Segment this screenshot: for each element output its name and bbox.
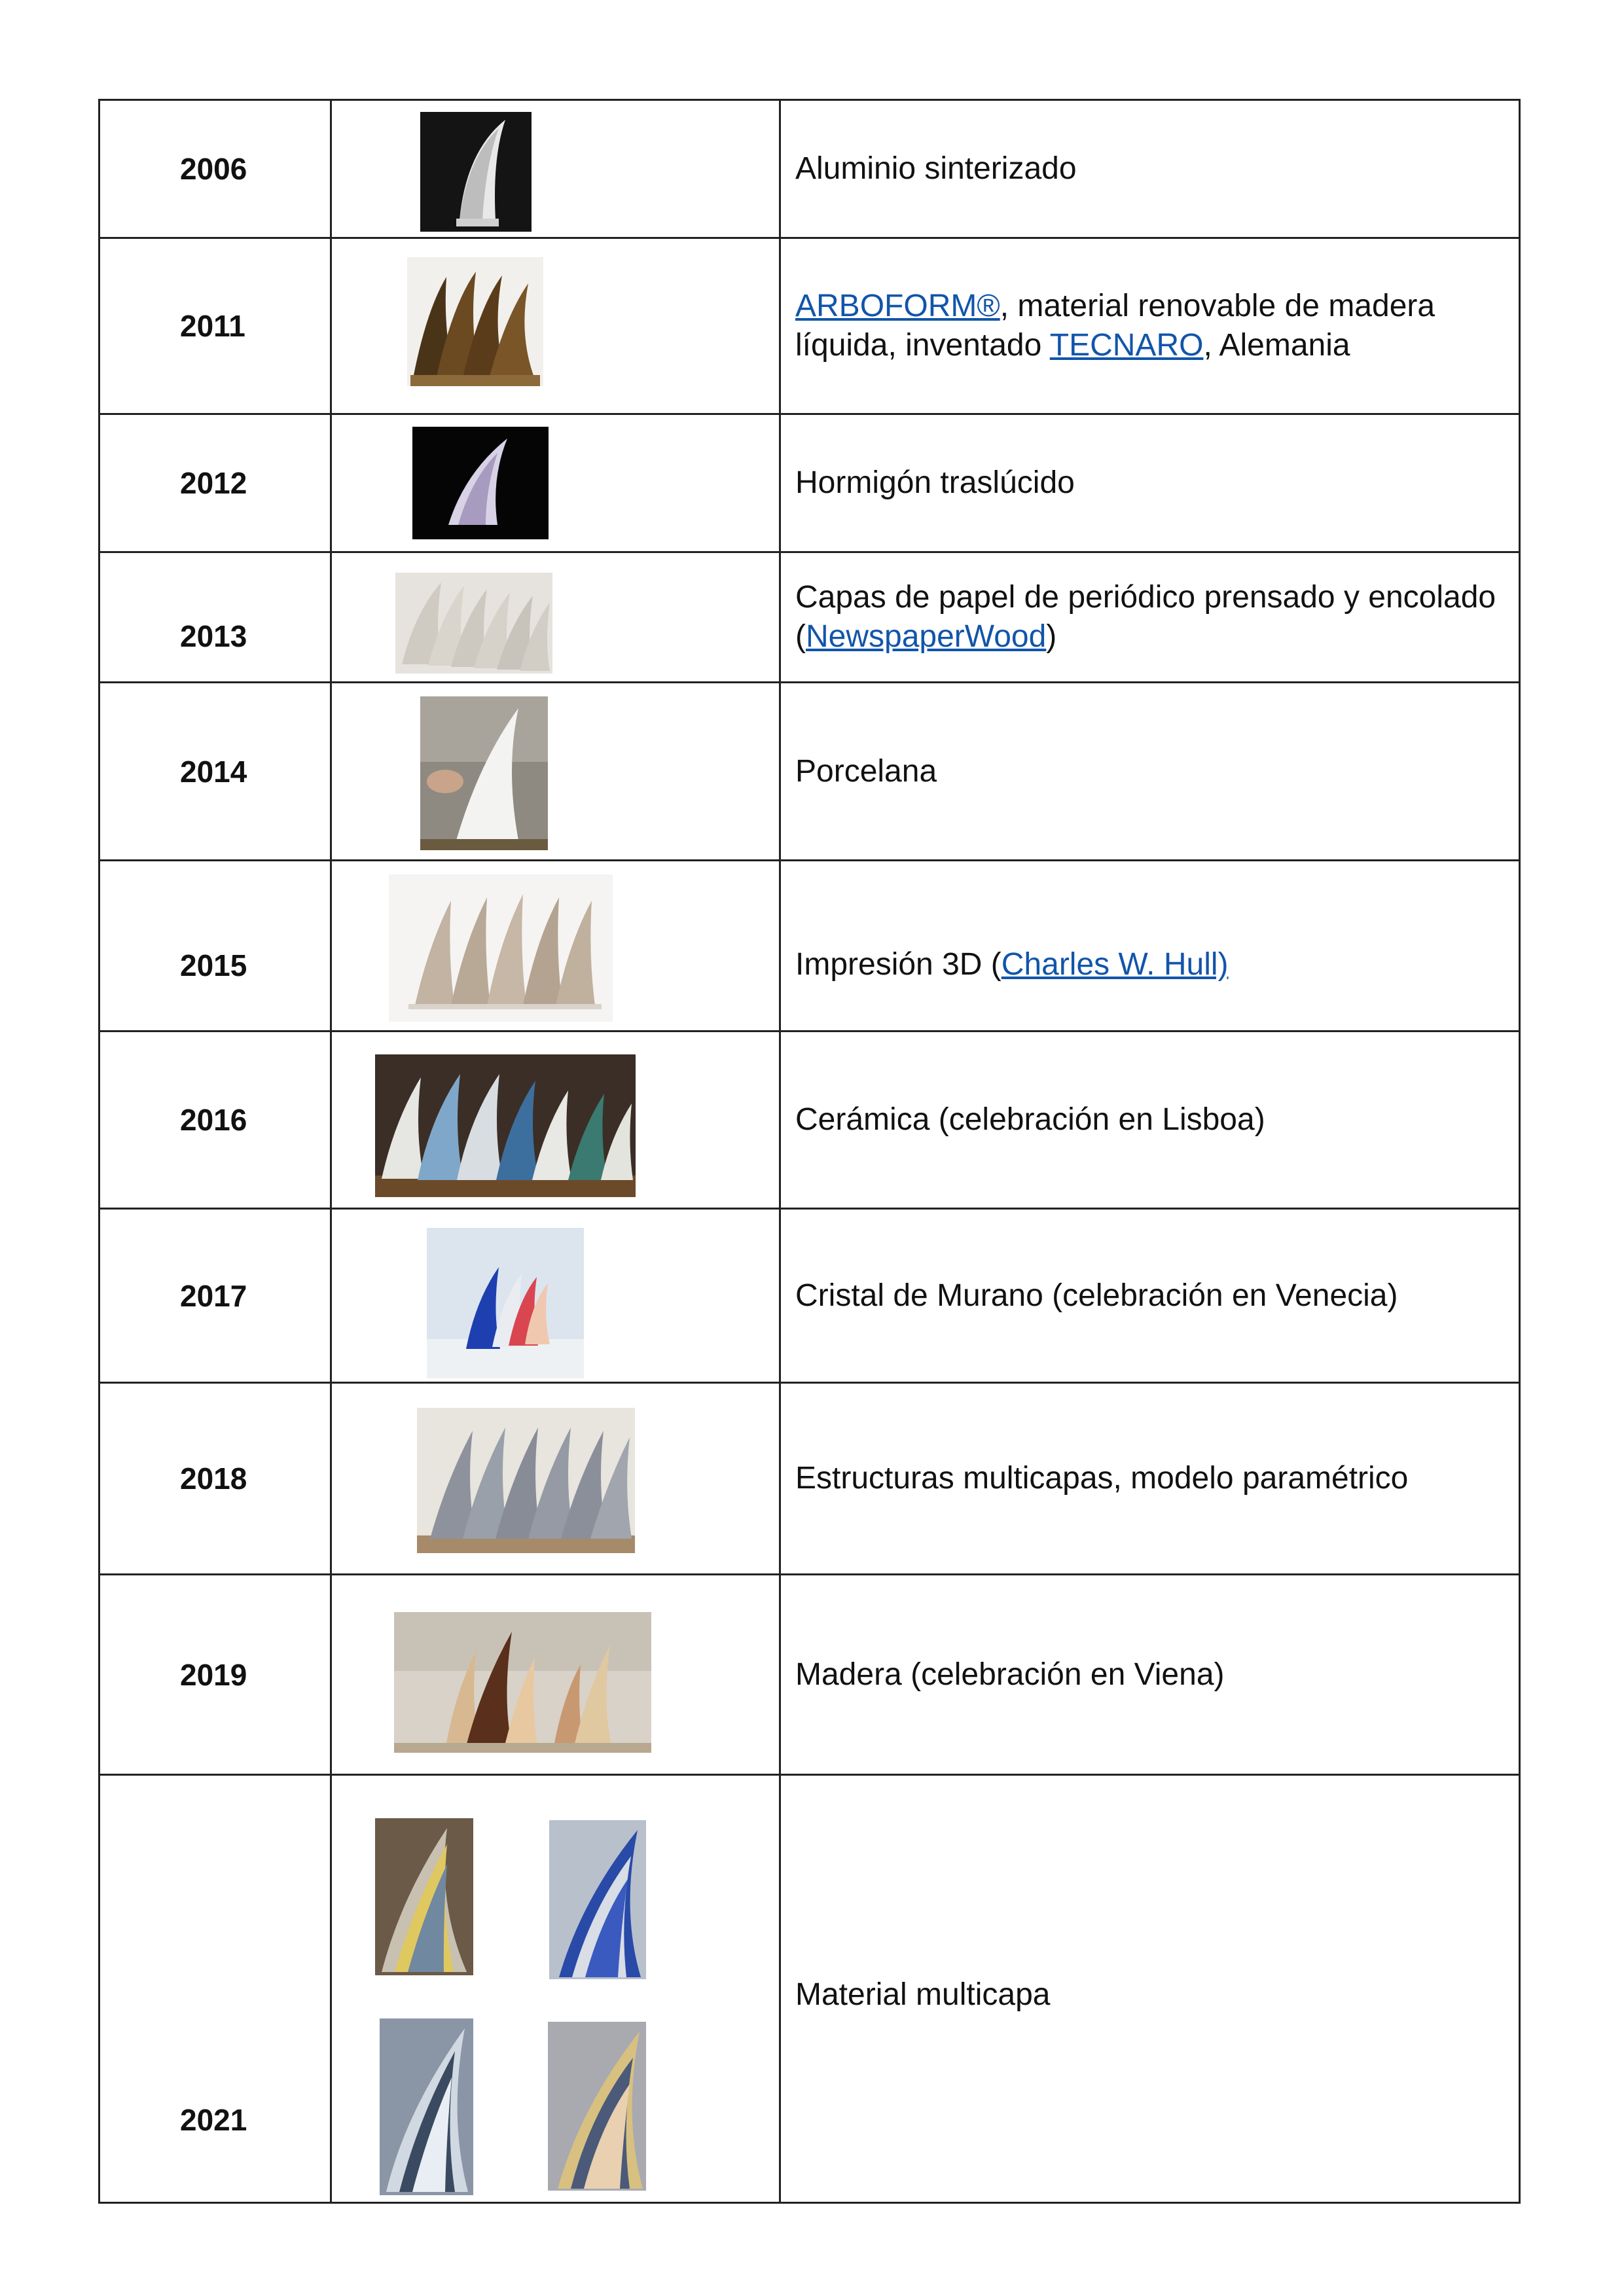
awards-table <box>98 99 1521 2204</box>
description-cell: Hormigón traslúcido <box>780 414 1520 552</box>
desc-text: ) <box>1046 619 1057 654</box>
table-row <box>99 100 1520 238</box>
sintered-aluminium-trophy-image <box>420 112 532 232</box>
translucent-concrete-trophy-image <box>412 427 549 539</box>
year-cell: 2006 <box>99 100 331 238</box>
image-cell <box>331 1575 780 1775</box>
image-cell <box>331 1031 780 1209</box>
table-row <box>99 1031 1520 1209</box>
desc-text: , material renovable de madera líquida, inventado <box>795 289 1435 363</box>
image-cell <box>331 861 780 1031</box>
image-cell <box>331 414 780 552</box>
desc-text: Impresión 3D ( <box>795 947 1001 982</box>
description-cell <box>780 861 1520 1031</box>
description-cell: Madera (celebración en Viena) <box>780 1575 1520 1775</box>
parametric-trophies-image <box>417 1408 635 1553</box>
year-cell: 2015 <box>99 861 331 1031</box>
table-row <box>99 552 1520 683</box>
ceramic-trophies-image <box>375 1054 636 1197</box>
table-row <box>99 414 1520 552</box>
image-cell <box>331 238 780 414</box>
porcelain-trophy-image <box>420 696 548 850</box>
multilayer-trophy-image-1 <box>375 1818 473 1975</box>
arboform-link[interactable]: ARBOFORM® <box>795 289 1000 323</box>
table-row <box>99 1209 1520 1383</box>
year-cell: 2017 <box>99 1209 331 1383</box>
image-cell <box>331 100 780 238</box>
description-cell: Material multicapa <box>780 1775 1520 2203</box>
year-cell: 2013 <box>99 552 331 683</box>
tecnaro-link[interactable]: TECNARO <box>1049 328 1204 363</box>
murano-glass-trophies-image <box>427 1228 584 1378</box>
wood-trophies-image <box>394 1612 651 1753</box>
3d-printed-trophies-image <box>389 874 613 1022</box>
table-row <box>99 1383 1520 1575</box>
description-cell <box>780 552 1520 683</box>
multilayer-trophy-image-2 <box>549 1820 646 1979</box>
year-cell: 2012 <box>99 414 331 552</box>
year-cell: 2016 <box>99 1031 331 1209</box>
table-row <box>99 238 1520 414</box>
year-cell: 2019 <box>99 1575 331 1775</box>
table-row <box>99 683 1520 861</box>
image-cell <box>331 1775 780 2203</box>
description-cell: Estructuras multicapas, modelo paramétrico <box>780 1383 1520 1575</box>
newspaper-trophies-image <box>395 573 552 673</box>
description-cell: Aluminio sinterizado <box>780 100 1520 238</box>
image-cell <box>331 1383 780 1575</box>
description-cell: Porcelana <box>780 683 1520 861</box>
table-row <box>99 1575 1520 1775</box>
desc-text: , Alemania <box>1203 328 1350 363</box>
description-cell: Cristal de Murano (celebración en Venecia) <box>780 1209 1520 1383</box>
table-row <box>99 1775 1520 2203</box>
newspaperwood-link[interactable]: NewspaperWood <box>805 619 1047 654</box>
desc-text: Capas de papel de periódico prensado y encolado ( <box>795 580 1496 654</box>
description-cell <box>780 238 1520 414</box>
year-cell: 2011 <box>99 238 331 414</box>
year-cell: 2014 <box>99 683 331 861</box>
arboform-trophies-image <box>407 257 543 386</box>
image-cell <box>331 552 780 683</box>
image-cell <box>331 1209 780 1383</box>
year-cell: 2021 <box>99 1775 331 2203</box>
image-cell <box>331 683 780 861</box>
description-cell: Cerámica (celebración en Lisboa) <box>780 1031 1520 1209</box>
charles-hull-link[interactable]: Charles W. Hull) <box>1001 947 1229 982</box>
multilayer-trophy-image-4 <box>548 2022 646 2191</box>
year-cell: 2018 <box>99 1383 331 1575</box>
multilayer-trophy-image-3 <box>380 2018 473 2195</box>
table-row <box>99 861 1520 1031</box>
